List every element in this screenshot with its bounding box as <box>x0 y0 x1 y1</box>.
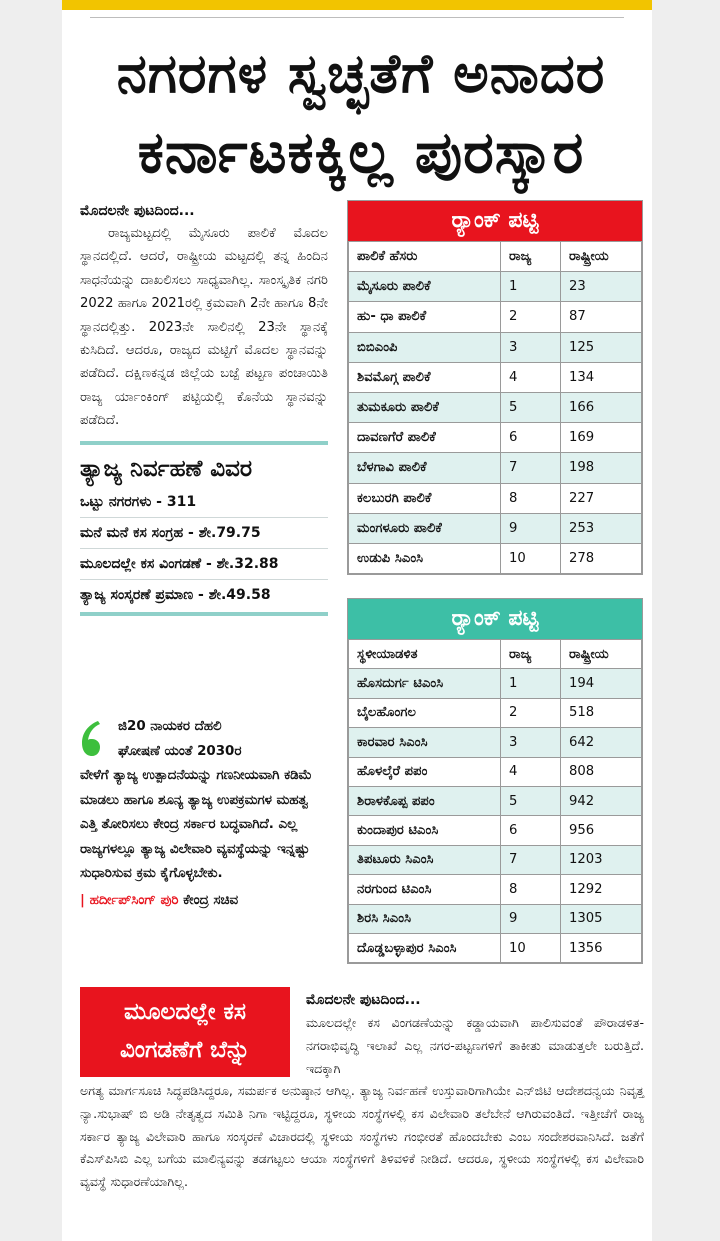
cell-national-rank: 1356 <box>561 933 642 962</box>
section-divider-bottom <box>80 612 328 616</box>
cell-national-rank: 227 <box>561 483 642 513</box>
cell-name: ಶಿವಮೊಗ್ಗ ಪಾಲಿಕೆ <box>349 362 501 392</box>
quote-mark-icon <box>76 719 106 759</box>
table-row <box>349 453 642 483</box>
cell-state-rank: 6 <box>501 816 561 845</box>
cell-national-rank: 642 <box>561 728 642 757</box>
cell-national-rank: 808 <box>561 757 642 786</box>
cell-national-rank: 125 <box>561 332 642 362</box>
waste-summary-list <box>80 487 328 610</box>
quote-line-2: ಘೋಷಣೆ ಯಂತೆ 2030ರ <box>118 743 242 759</box>
column-header: ರಾಷ್ಟ್ರೀಯ <box>561 640 642 669</box>
cell-national-rank: 956 <box>561 816 642 845</box>
cell-national-rank: 134 <box>561 362 642 392</box>
cell-name: ಹು- ಧಾ ಪಾಲಿಕೆ <box>349 302 501 332</box>
table-row <box>349 513 642 543</box>
cell-name: ಹೊಸದುರ್ಗ ಟಿಎಂಸಿ <box>349 669 501 698</box>
attribution-bar: | <box>80 892 85 908</box>
table-row <box>349 786 642 815</box>
cell-name: ಮಂಗಳೂರು ಪಾಲಿಕೆ <box>349 513 501 543</box>
speaker-role: ಕೇಂದ್ರ ಸಚಿವ <box>183 892 239 908</box>
cell-national-rank: 166 <box>561 392 642 422</box>
bottom-headline-box <box>80 987 290 1077</box>
column-header: ರಾಷ್ಟ್ರೀಯ <box>561 242 642 272</box>
article-kicker: ಮೊದಲನೇ ಪುಟದಿಂದ... <box>80 203 195 219</box>
article-paragraph: ರಾಜ್ಯಮಟ್ಟದಲ್ಲಿ ಮೈಸೂರು ಪಾಲಿಕೆ ಮೊದಲ ಸ್ಥಾನದಲ್ಲಿದೆ. ಆದರೆ, ರಾಷ್ಟ್ರೀಯ ಮಟ್ಟದಲ್ಲಿ ತನ್ನ ಹಿಂದಿನ ಸಾಧನೆಯನ್ನು ದಾಖಲಿಸಲು ಸಾಧ್ಯವಾಗಿಲ್ಲ. ಸಾಂಸ್ಕೃತಿಕ ನಗರಿ 2022 ಹಾಗೂ 2021ರಲ್ಲಿ ಕ್ರಮವಾಗಿ 2ನೇ ಹಾಗೂ 8ನೇ ಸ್ಥಾನದಲ್ಲಿತ್ತು. 2023ನೇ ಸಾಲಿನಲ್ಲಿ 23ನೇ ಸ್ಥಾನಕ್ಕೆ ಕುಸಿದಿದೆ. ಆದರೂ, ರಾಜ್ಯದ ಮಟ್ಟಿಗೆ ಮೊದಲ ಸ್ಥಾನವನ್ನು ಪಡೆದಿದೆ. ದಕ್ಷಿಣಕನ್ನಡ ಜಿಲ್ಲೆಯ ಬಜ್ಪೆ ಪಟ್ಟಣ ಪಂಚಾಯಿತಿ ರಾಜ್ಯ ರ್ಯಾಂಕಿಂಗ್ ಪಟ್ಟಿಯಲ್ಲಿ ಕೊನೆಯ ಸ್ಥಾನವನ್ನು ಪಡೆದಿದೆ. <box>80 226 328 429</box>
cell-national-rank: 253 <box>561 513 642 543</box>
rank-table-corporations <box>347 200 643 575</box>
cell-state-rank: 4 <box>501 757 561 786</box>
cell-name: ತುಮಕೂರು ಪಾಲಿಕೆ <box>349 392 501 422</box>
cell-state-rank: 1 <box>501 669 561 698</box>
table-row <box>349 904 642 933</box>
cell-state-rank: 3 <box>501 332 561 362</box>
cell-state-rank: 10 <box>501 933 561 962</box>
table-row <box>349 933 642 962</box>
table-row <box>349 875 642 904</box>
cell-national-rank: 942 <box>561 786 642 815</box>
table-header-row <box>349 640 642 669</box>
bottom-headline-line-1: ಮೂಲದಲ್ಲೇ ಕಸ <box>123 999 247 1025</box>
cell-national-rank: 1203 <box>561 845 642 874</box>
cell-state-rank: 1 <box>501 272 561 302</box>
cell-state-rank: 7 <box>501 845 561 874</box>
headline-line-1: ನಗರಗಳ ಸ್ವಚ್ಛತೆಗೆ ಅನಾದರ <box>116 42 606 105</box>
table-row <box>349 302 642 332</box>
cell-state-rank: 2 <box>501 302 561 332</box>
column-header: ರಾಜ್ಯ <box>501 640 561 669</box>
cell-national-rank: 194 <box>561 669 642 698</box>
cell-state-rank: 2 <box>501 698 561 727</box>
waste-summary-heading: ತ್ಯಾಜ್ಯ ನಿರ್ವಹಣೆ ವಿವರ <box>80 455 253 482</box>
cell-state-rank: 8 <box>501 875 561 904</box>
stat-total-cities: ಒಟ್ಟು ನಗರಗಳು - 311 <box>80 487 328 518</box>
cell-state-rank: 5 <box>501 392 561 422</box>
quote-body: ವೇಳೆಗೆ ತ್ಯಾಜ್ಯ ಉತ್ಪಾದನೆಯನ್ನು ಗಣನೀಯವಾಗಿ ಕಡಿಮೆ ಮಾಡಲು ಹಾಗೂ ಶೂನ್ಯ ತ್ಯಾಜ್ಯ ಉಪಕ್ರಮಗಳ ಮಹತ್ವ ಎತ್ತಿ ತೋರಿಸಲು ಕೇಂದ್ರ ಸರ್ಕಾರ ಬದ್ಧವಾಗಿದೆ. ಎಲ್ಲ ರಾಜ್ಯಗಳಲ್ಲೂ ತ್ಯಾಜ್ಯ ವಿಲೇವಾರಿ ವ್ಯವಸ್ಥೆಯನ್ನು ಇನ್ನಷ್ಟು ಸುಧಾರಿಸುವ ಕ್ರಮ ಕೈಗೊಳ್ಳಬೇಕು. <box>80 768 312 881</box>
cell-name: ಹೊಳಲ್ಕೆರೆ ಪಪಂ <box>349 757 501 786</box>
cell-national-rank: 87 <box>561 302 642 332</box>
table-row <box>349 362 642 392</box>
stat-processing: ತ್ಯಾಜ್ಯ ಸಂಸ್ಕರಣೆ ಪ್ರಮಾಣ - ಶೇ.49.58 <box>80 586 271 603</box>
left-article <box>80 200 328 616</box>
cell-name: ಶಿರಾಳಕೊಪ್ಪ ಪಪಂ <box>349 786 501 815</box>
cell-national-rank: 278 <box>561 543 642 573</box>
cell-national-rank: 23 <box>561 272 642 302</box>
table-header-row <box>349 242 642 272</box>
table-row <box>349 392 642 422</box>
table-row <box>349 543 642 573</box>
bottom-article-text-full: ಅಗತ್ಯ ಮಾರ್ಗಸೂಚಿ ಸಿದ್ಧಪಡಿಸಿದ್ದರೂ, ಸಮರ್ಪಕ ಅನುಷ್ಠಾನ ಆಗಿಲ್ಲ. ತ್ಯಾಜ್ಯ ನಿರ್ವಹಣೆ ಉಸ್ತುವಾರಿಗಾಗಿಯೇ ಎನ್‌ಜಿಟಿ ಆದೇಶದನ್ವಯ ನಿವೃತ್ತ ನ್ಯಾ.ಸುಭಾಷ್ ಬಿ ಅಡಿ ನೇತೃತ್ವದ ಸಮಿತಿ ನಿಗಾ ಇಟ್ಟಿದ್ದರೂ, ಸ್ಥಳೀಯ ಸಂಸ್ಥೆಗಳಲ್ಲಿ ಕಸ ವಿಲೇವಾರಿ ತಲೆಬೇನೆ ಆಗಿರುವಂತಿದೆ. ಇತ್ತೀಚೆಗೆ ರಾಜ್ಯ ಸರ್ಕಾರ ತ್ಯಾಜ್ಯ ವಿಲೇವಾರಿ ಹಾಗೂ ಸಂಸ್ಕರಣೆ ವಿಚಾರದಲ್ಲಿ ಸ್ಥಳೀಯ ಸಂಸ್ಥೆಗಳು ಗಂಭೀರತೆ ಹೊಂದಬೇಕು ಎಂಬ ಸಂದೇಶರವಾನಿಸಿದೆ. ಜತೆಗೆ ಕೆಎಸ್‌ಪಿಸಿಬಿ ಎಲ್ಲ ಬಗೆಯ ಮಾಲಿನ್ಯವನ್ನು ತಡಗಟ್ಟಲು ಆಯಾ ಸಂಸ್ಥೆಗಳಿಗೆ ತಿಳಿವಳಿಕೆ ನೀಡಿದೆ. ಆದರೂ, ಸ್ಥಳೀಯ ಸಂಸ್ಥೆಗಳಲ್ಲಿ ಕಸ ವಿಲೇವಾರಿ ವ್ಯವಸ್ಥೆ ಸುಧಾರಣೆಯಾಗಿಲ್ಲ. <box>80 1083 644 1190</box>
bottom-headline-line-2: ವಿಂಗಡಣೆಗೆ ಬೆನ್ನು <box>119 1037 251 1063</box>
cell-name: ಶಿರಸಿ ಸಿಎಂಸಿ <box>349 904 501 933</box>
cell-state-rank: 9 <box>501 513 561 543</box>
cell-state-rank: 6 <box>501 423 561 453</box>
cell-name: ಕುಂದಾಪುರ ಟಿಎಂಸಿ <box>349 816 501 845</box>
cell-state-rank: 7 <box>501 453 561 483</box>
bottom-article-text-narrow: ಮೂಲದಲ್ಲೇ ಕಸ ವಿಂಗಡಣೆಯನ್ನು ಕಡ್ಡಾಯವಾಗಿ ಪಾಲಿಸುವಂತೆ ಪೌರಾಡಳಿತ-ನಗರಾಭಿವೃದ್ಧಿ ಇಲಾಖೆ ಎಲ್ಲ ನಗರ-ಪಟ್ಟಣಗಳಿಗೆ ತಾಕೀತು ಮಾಡುತ್ತಲೇ ಬರುತ್ತಿದೆ. ಇದಕ್ಕಾಗಿ <box>306 1015 644 1076</box>
cell-state-rank: 9 <box>501 904 561 933</box>
cell-national-rank: 1305 <box>561 904 642 933</box>
cell-name: ಬೈಲಹೊಂಗಲ <box>349 698 501 727</box>
quote-line-1: ಜಿ20 ನಾಯಕರ ದೆಹಲಿ <box>118 719 222 734</box>
cell-name: ದಾವಣಗೆರೆ ಪಾಲಿಕೆ <box>349 423 501 453</box>
table-row <box>349 816 642 845</box>
stat-source-segregation: ಮೂಲದಲ್ಲೇ ಕಸ ವಿಂಗಡಣೆ - ಶೇ.32.88 <box>80 549 328 580</box>
quote-text <box>80 715 328 887</box>
table-row <box>349 698 642 727</box>
stat-door-to-door: ಮನೆ ಮನೆ ಕಸ ಸಂಗ್ರಹ - ಶೇ.79.75 <box>80 518 328 549</box>
quote-attribution <box>80 889 328 913</box>
bottom-article-kicker: ಮೊದಲನೇ ಪುಟದಿಂದ... <box>306 992 421 1008</box>
rank-table-local-bodies <box>347 598 643 964</box>
cell-name: ಬಿಬಿಎಂಪಿ <box>349 332 501 362</box>
cell-name: ಕಾರವಾರ ಸಿಎಂಸಿ <box>349 728 501 757</box>
speaker-name: ಹರ್ದೀಪ್‌ಸಿಂಗ್ ಪುರಿ <box>89 892 179 908</box>
column-header: ಸ್ಥಳೀಯಾಡಳಿತ <box>349 640 501 669</box>
rank-table <box>348 241 642 574</box>
page-margin-right <box>652 0 720 1241</box>
cell-name: ದೊಡ್ಡಬಳ್ಳಾಪುರ ಸಿಎಂಸಿ <box>349 933 501 962</box>
cell-state-rank: 10 <box>501 543 561 573</box>
page-margin-left <box>0 0 62 1241</box>
cell-state-rank: 5 <box>501 786 561 815</box>
top-divider <box>90 17 624 18</box>
table-row <box>349 728 642 757</box>
cell-name: ಕಲಬುರಗಿ ಪಾಲಿಕೆ <box>349 483 501 513</box>
table-row <box>349 483 642 513</box>
top-accent-bar <box>62 0 652 10</box>
cell-national-rank: 518 <box>561 698 642 727</box>
table-row <box>349 332 642 362</box>
column-header: ರಾಜ್ಯ <box>501 242 561 272</box>
cell-name: ಬೆಳಗಾವಿ ಪಾಲಿಕೆ <box>349 453 501 483</box>
table-row <box>349 845 642 874</box>
cell-national-rank: 1292 <box>561 875 642 904</box>
rank-table-title: ರ್‍ಯಾಂಕ್ ಪಟ್ಟಿ <box>348 599 642 639</box>
cell-state-rank: 3 <box>501 728 561 757</box>
column-header: ಪಾಲಿಕೆ ಹೆಸರು <box>349 242 501 272</box>
quote-block <box>80 715 328 913</box>
cell-name: ಮೈಸೂರು ಪಾಲಿಕೆ <box>349 272 501 302</box>
rank-table <box>348 639 642 963</box>
table-row <box>349 757 642 786</box>
cell-name: ಉಡುಪಿ ಸಿಎಂಸಿ <box>349 543 501 573</box>
table-row <box>349 669 642 698</box>
cell-name: ತಿಪಟೂರು ಸಿಎಂಸಿ <box>349 845 501 874</box>
cell-state-rank: 8 <box>501 483 561 513</box>
table-row <box>349 423 642 453</box>
table-row <box>349 272 642 302</box>
article-body <box>80 222 328 433</box>
rank-table-title: ರ್‍ಯಾಂಕ್ ಪಟ್ಟಿ <box>348 201 642 241</box>
cell-state-rank: 4 <box>501 362 561 392</box>
section-divider <box>80 441 328 445</box>
cell-national-rank: 169 <box>561 423 642 453</box>
cell-name: ನರಗುಂದ ಟಿಎಂಸಿ <box>349 875 501 904</box>
headline-line-2: ಕರ್ನಾಟಕಕ್ಕಿಲ್ಲ ಪುರಸ್ಕಾರ <box>137 118 585 186</box>
cell-national-rank: 198 <box>561 453 642 483</box>
